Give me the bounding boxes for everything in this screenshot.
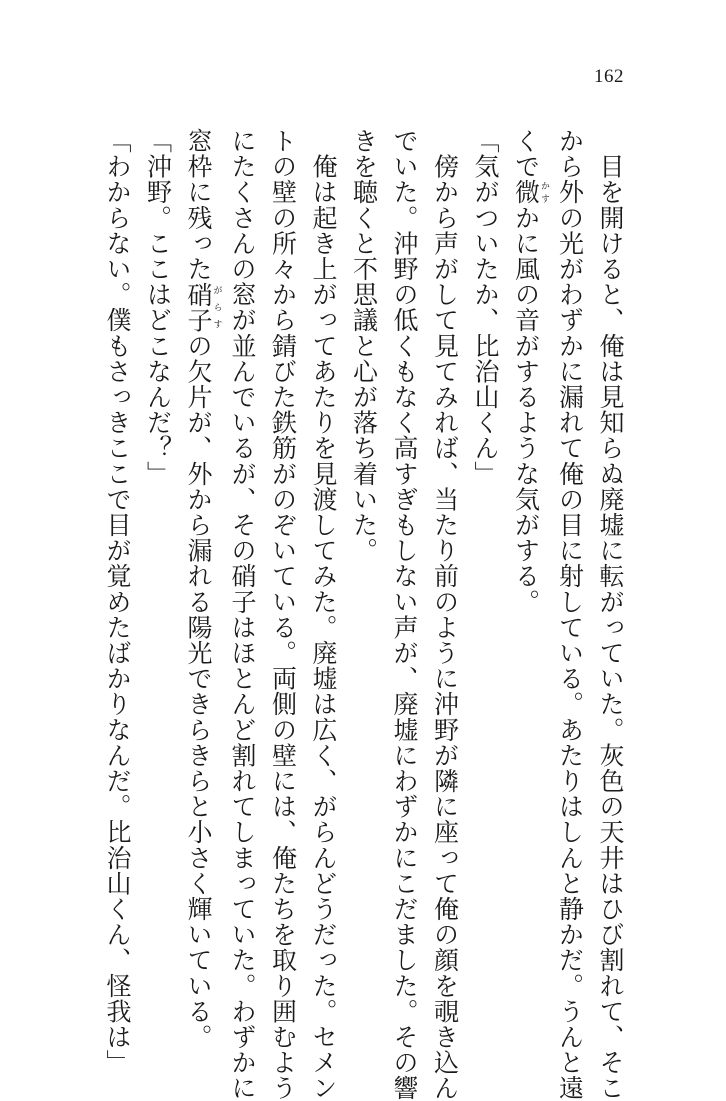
ruby-kasu	[511, 179, 549, 205]
ruby-kasu-base: 微	[511, 179, 541, 205]
text-line-7: きを聴くと不思議と心が落ち着いた。	[349, 128, 379, 564]
novel-text-block	[97, 128, 631, 1101]
text-line-3	[505, 128, 549, 958]
text-line-3-part-a: くで	[511, 128, 541, 180]
dialogue-line-2: 「沖野。ここはどこなんだ？」	[143, 128, 173, 487]
text-line-3-part-b: かに風の音がするような気がする。	[511, 204, 541, 615]
text-line-11-part-a: 窓枠に残った	[184, 128, 213, 282]
text-line-6: でいた。沖野の低くもなく高すぎもしない声が、廃墟にわずかにこだました。その響	[390, 128, 419, 1101]
text-line-1: 目を開けると、俺は見知らぬ廃墟に転がっていた。灰色の天井はひび割れて、そこ	[596, 128, 625, 1101]
text-line-10: にたくさんの窓が並んでいるが、その硝子はほとんど割れてしまっていた。わずかに	[228, 128, 257, 1101]
dialogue-line-1: 「気がついたか、比治山くん」	[471, 128, 500, 487]
ruby-garasu-reading: がらす	[211, 281, 222, 333]
page-number: 162	[594, 66, 624, 87]
text-line-11-part-b: の欠片が、外から漏れる陽光できらきらと小さく輝いている。	[184, 332, 213, 1050]
text-line-8: 俺は起き上がってあたりを見渡してみた。廃墟は広く、がらんどうだった。セメン	[309, 128, 338, 1101]
dialogue-line-3: 「わからない。僕もさっきここで目が覚めたばかりなんだ。比治山くん、怪我は」	[103, 128, 132, 1076]
text-line-11	[178, 128, 222, 1050]
text-line-9: トの壁の所々から錆びた鉄筋がのぞいている。両側の壁には、俺たちを取り囲むよう	[268, 128, 298, 1101]
text-line-5: 傍から声がして見てみれば、当たり前のように沖野が隣に座って俺の顔を覗き込ん	[430, 128, 460, 1101]
text-line-2: から外の光がわずかに漏れて俺の目に射している。あたりはしんと静かだ。うんと遠	[555, 128, 585, 1101]
ruby-garasu	[184, 281, 222, 333]
ruby-garasu-base: 硝子	[184, 281, 213, 333]
ruby-kasu-reading: かす	[539, 179, 549, 205]
